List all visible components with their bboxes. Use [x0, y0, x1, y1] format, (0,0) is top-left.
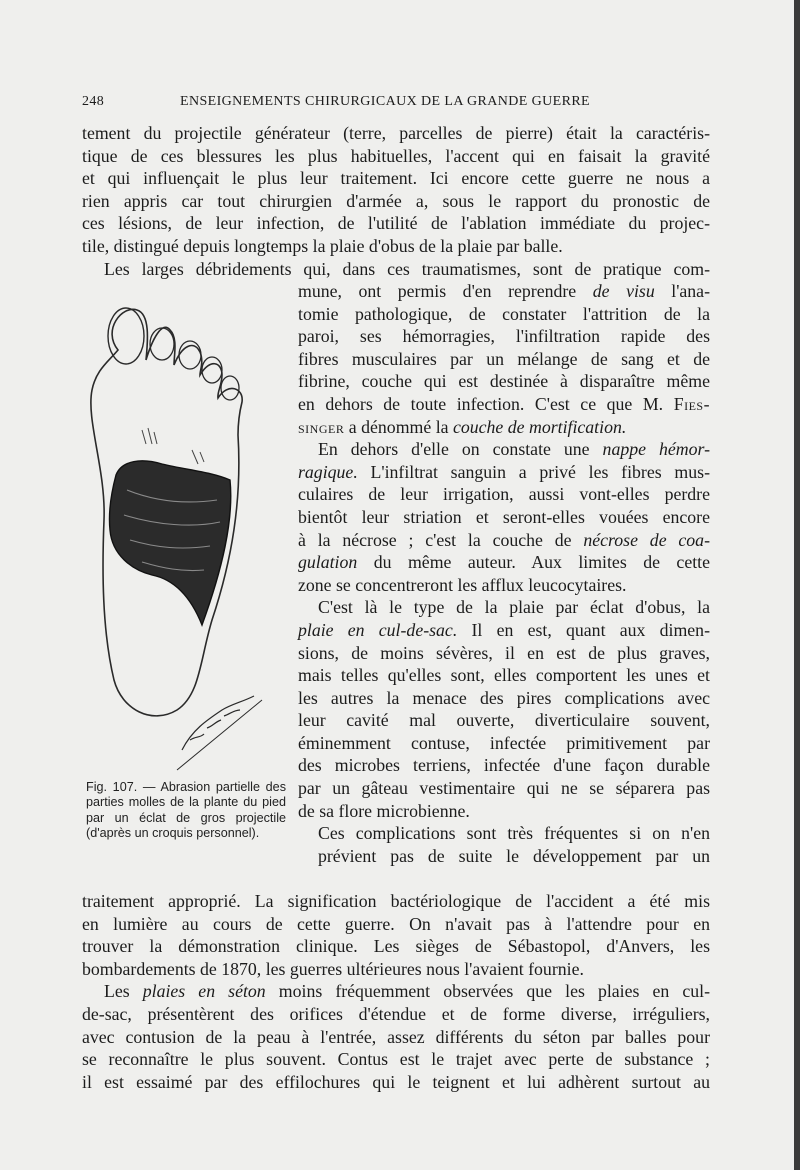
text-line: avec contusion de la peau à l'entrée, assez différents du séton par balles pour [82, 1026, 710, 1047]
text-line: mais telles qu'elles sont, elles comportent les unes et [298, 665, 710, 686]
text-line: éminemment contuse, infectée primitivement par [298, 732, 710, 753]
page-header [82, 94, 710, 118]
text-line: fibrine, couche qui est destinée à disparaître même [298, 371, 710, 392]
text-line: en dehors de toute infection. C'est ce que M. Fies- [298, 393, 710, 414]
text-line: les autres la menace des pires complications avec [298, 687, 710, 708]
text-line: traitement approprié. La signification bactériologique de l'accident a été mis [82, 891, 710, 911]
wound-area [109, 461, 230, 625]
sketch-hatching [142, 428, 204, 464]
toe [202, 357, 222, 383]
text-line: des microbes terriens, infectée d'une façon durable [298, 755, 710, 776]
figure-caption [86, 780, 286, 842]
text-line: leur cavité mal ouverte, diverticulaire souvent, [298, 710, 710, 731]
text-line: tement du projectile générateur (terre, parcelles de pierre) était la caractéris- [82, 123, 710, 143]
big-toe [108, 308, 144, 364]
top-text-block [82, 122, 710, 280]
text-line: tile, distingué depuis longtemps la plaie d'obus de la plaie par balle. [82, 235, 563, 256]
signature-flourish [177, 700, 262, 770]
figure-caption-text: — Abrasion partielle des parties molles de la plante du pied par un éclat de gros projectile (d'après un croquis personnel). [86, 780, 286, 841]
text-line: gulation du même auteur. Aux limites de cette [298, 552, 710, 573]
text-line: fibres musculaires par un mélange de sang et de [298, 348, 710, 369]
text-line: ragique. L'infiltrat sanguin a privé les fibres mus- [298, 461, 710, 482]
figure-label: Fig. 107. [86, 780, 138, 794]
text-line: bombardements de 1870, les guerres ultérieures nous l'avaient fournie. [82, 958, 584, 979]
text-line: Ces complications sont très fréquentes si on n'en [318, 823, 710, 844]
bottom-text-block [82, 890, 710, 1093]
page-number: 248 [82, 94, 105, 109]
foot-sole-drawing [82, 300, 287, 780]
text-line: de sa flore microbienne. [298, 800, 470, 821]
text-line: mune, ont permis d'en reprendre de visu l'ana- [298, 281, 710, 301]
text-line: ces lésions, de leur infection, de l'utilité de l'ablation immédiate du projec- [82, 213, 710, 234]
text-line: Les plaies en séton moins fréquemment observées que les plaies en cul- [104, 981, 711, 1002]
foot-illustration [82, 300, 287, 780]
text-line: bientôt leur striation et seront-elles vouées encore [298, 506, 710, 527]
text-line: singer a dénommé la couche de mortification. [298, 416, 627, 437]
toe [150, 328, 174, 360]
text-line: culaires de leur irrigation, aussi vont-elles perdre [298, 484, 710, 505]
text-line: paroi, ses hémorragies, l'infiltration rapide des [298, 326, 710, 347]
text-line: plaie en cul-de-sac. Il en est, quant aux dimen- [298, 619, 710, 640]
text-line: prévient pas de suite le développement par un [318, 845, 710, 866]
text-line: tomie pathologique, de constater l'attrition de la [298, 303, 710, 324]
text-line: rien appris car tout chirurgien d'armée a, sous le rapport du pronostic de [82, 190, 710, 211]
text-line: En dehors d'elle on constate une nappe hémor- [318, 439, 710, 460]
text-line: en lumière au cours de cette guerre. On n'avait pas à l'attendre pour en [82, 913, 710, 934]
text-line: zone se concentreront les afflux leucocytaires. [298, 574, 627, 595]
text-line: C'est là le type de la plaie par éclat d'obus, la [318, 597, 710, 618]
text-line: se reconnaître le plus souvent. Contus est le trajet avec perte de substance ; [82, 1049, 710, 1070]
artist-signature [182, 696, 254, 750]
page-edge-shadow [794, 0, 800, 1170]
text-line: à la nécrose ; c'est la couche de nécrose de coa- [298, 529, 710, 550]
text-line: trouver la démonstration clinique. Les sièges de Sébastopol, d'Anvers, les [82, 936, 710, 957]
text-line: Les larges débridements qui, dans ces traumatismes, sont de pratique com- [104, 258, 710, 279]
running-head: ENSEIGNEMENTS CHIRURGICAUX DE LA GRANDE GUERRE [180, 94, 591, 109]
text-line: par un gâteau vestimentaire qui ne se séparera pas [298, 778, 710, 799]
text-line: et qui influençait le plus leur traitement. Ici encore cette guerre ne nous a [82, 168, 710, 189]
text-line: il est essaimé par des effilochures qui le teignent et lui adhèrent surtout au [82, 1071, 710, 1092]
text-line: tique de ces blessures les plus habituelles, l'accent qui en faisait la gravité [82, 145, 710, 166]
text-line: sions, de moins sévères, il en est de plus graves, [298, 642, 710, 663]
right-column-text [298, 280, 710, 867]
text-line: de-sac, présentèrent des orifices d'étendue et de forme diverse, irréguliers, [82, 1003, 710, 1024]
